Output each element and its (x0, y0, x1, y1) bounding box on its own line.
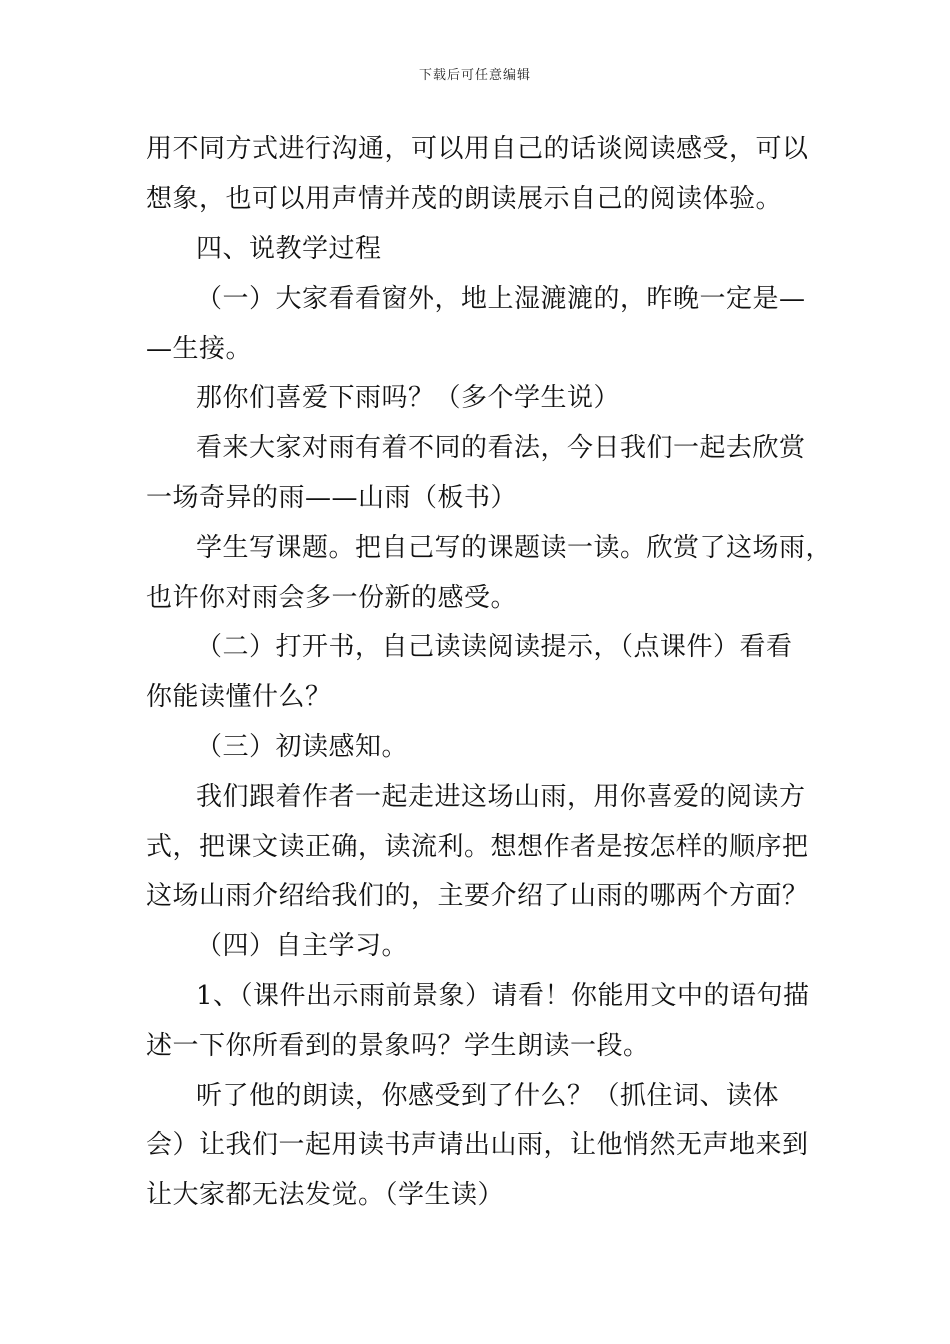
text-line: 看来大家对雨有着不同的看法，今日我们一起去欣赏 (196, 433, 806, 463)
text-line: 学生写课题。把自己写的课题读一读。欣赏了这场雨， (196, 533, 833, 563)
text-line: 让大家都无法发觉。（学生读） (146, 1180, 505, 1210)
text-line: 这场山雨介绍给我们的，主要介绍了山雨的哪两个方面？ (146, 881, 809, 911)
text-line: 想象，也可以用声情并茂的朗读展示自己的阅读体验。 (146, 184, 783, 214)
text-line: 也许你对雨会多一份新的感受。 (146, 583, 518, 613)
section-heading: 四、说教学过程 (196, 234, 382, 264)
section-heading: （三）初读感知。 (196, 732, 409, 762)
section-heading: （四）自主学习。 (196, 931, 409, 961)
text-line: 述一下你所看到的景象吗？学生朗读一段。 (146, 1031, 650, 1061)
text-line: 听了他的朗读，你感受到了什么？（抓住词、读体 (196, 1081, 780, 1111)
text-line: （一）大家看看窗外，地上湿漉漉的，昨晚一定是— (196, 284, 806, 314)
text-line: 用不同方式进行沟通，可以用自己的话谈阅读感受，可以 (146, 134, 809, 164)
text-line: 那你们喜爱下雨吗？（多个学生说） (196, 383, 621, 413)
text-line: —生接。 (146, 334, 253, 364)
text-line: 一场奇异的雨——山雨（板书） (146, 483, 518, 513)
text-line: 你能读懂什么？ (146, 682, 332, 712)
text-line: 会）让我们一起用读书声请出山雨，让他悄然无声地来到 (146, 1130, 809, 1160)
page-header: 下载后可任意编辑 (418, 68, 531, 83)
text-line: 式，把课文读正确，读流利。想想作者是按怎样的顺序把 (146, 832, 809, 862)
text-line: 我们跟着作者一起走进这场山雨，用你喜爱的阅读方 (196, 782, 806, 812)
text-line: （二）打开书，自己读读阅读提示，（点课件）看看 (196, 632, 793, 662)
text-line: 1、（课件出示雨前景象）请看！你能用文中的语句描 (196, 981, 810, 1011)
